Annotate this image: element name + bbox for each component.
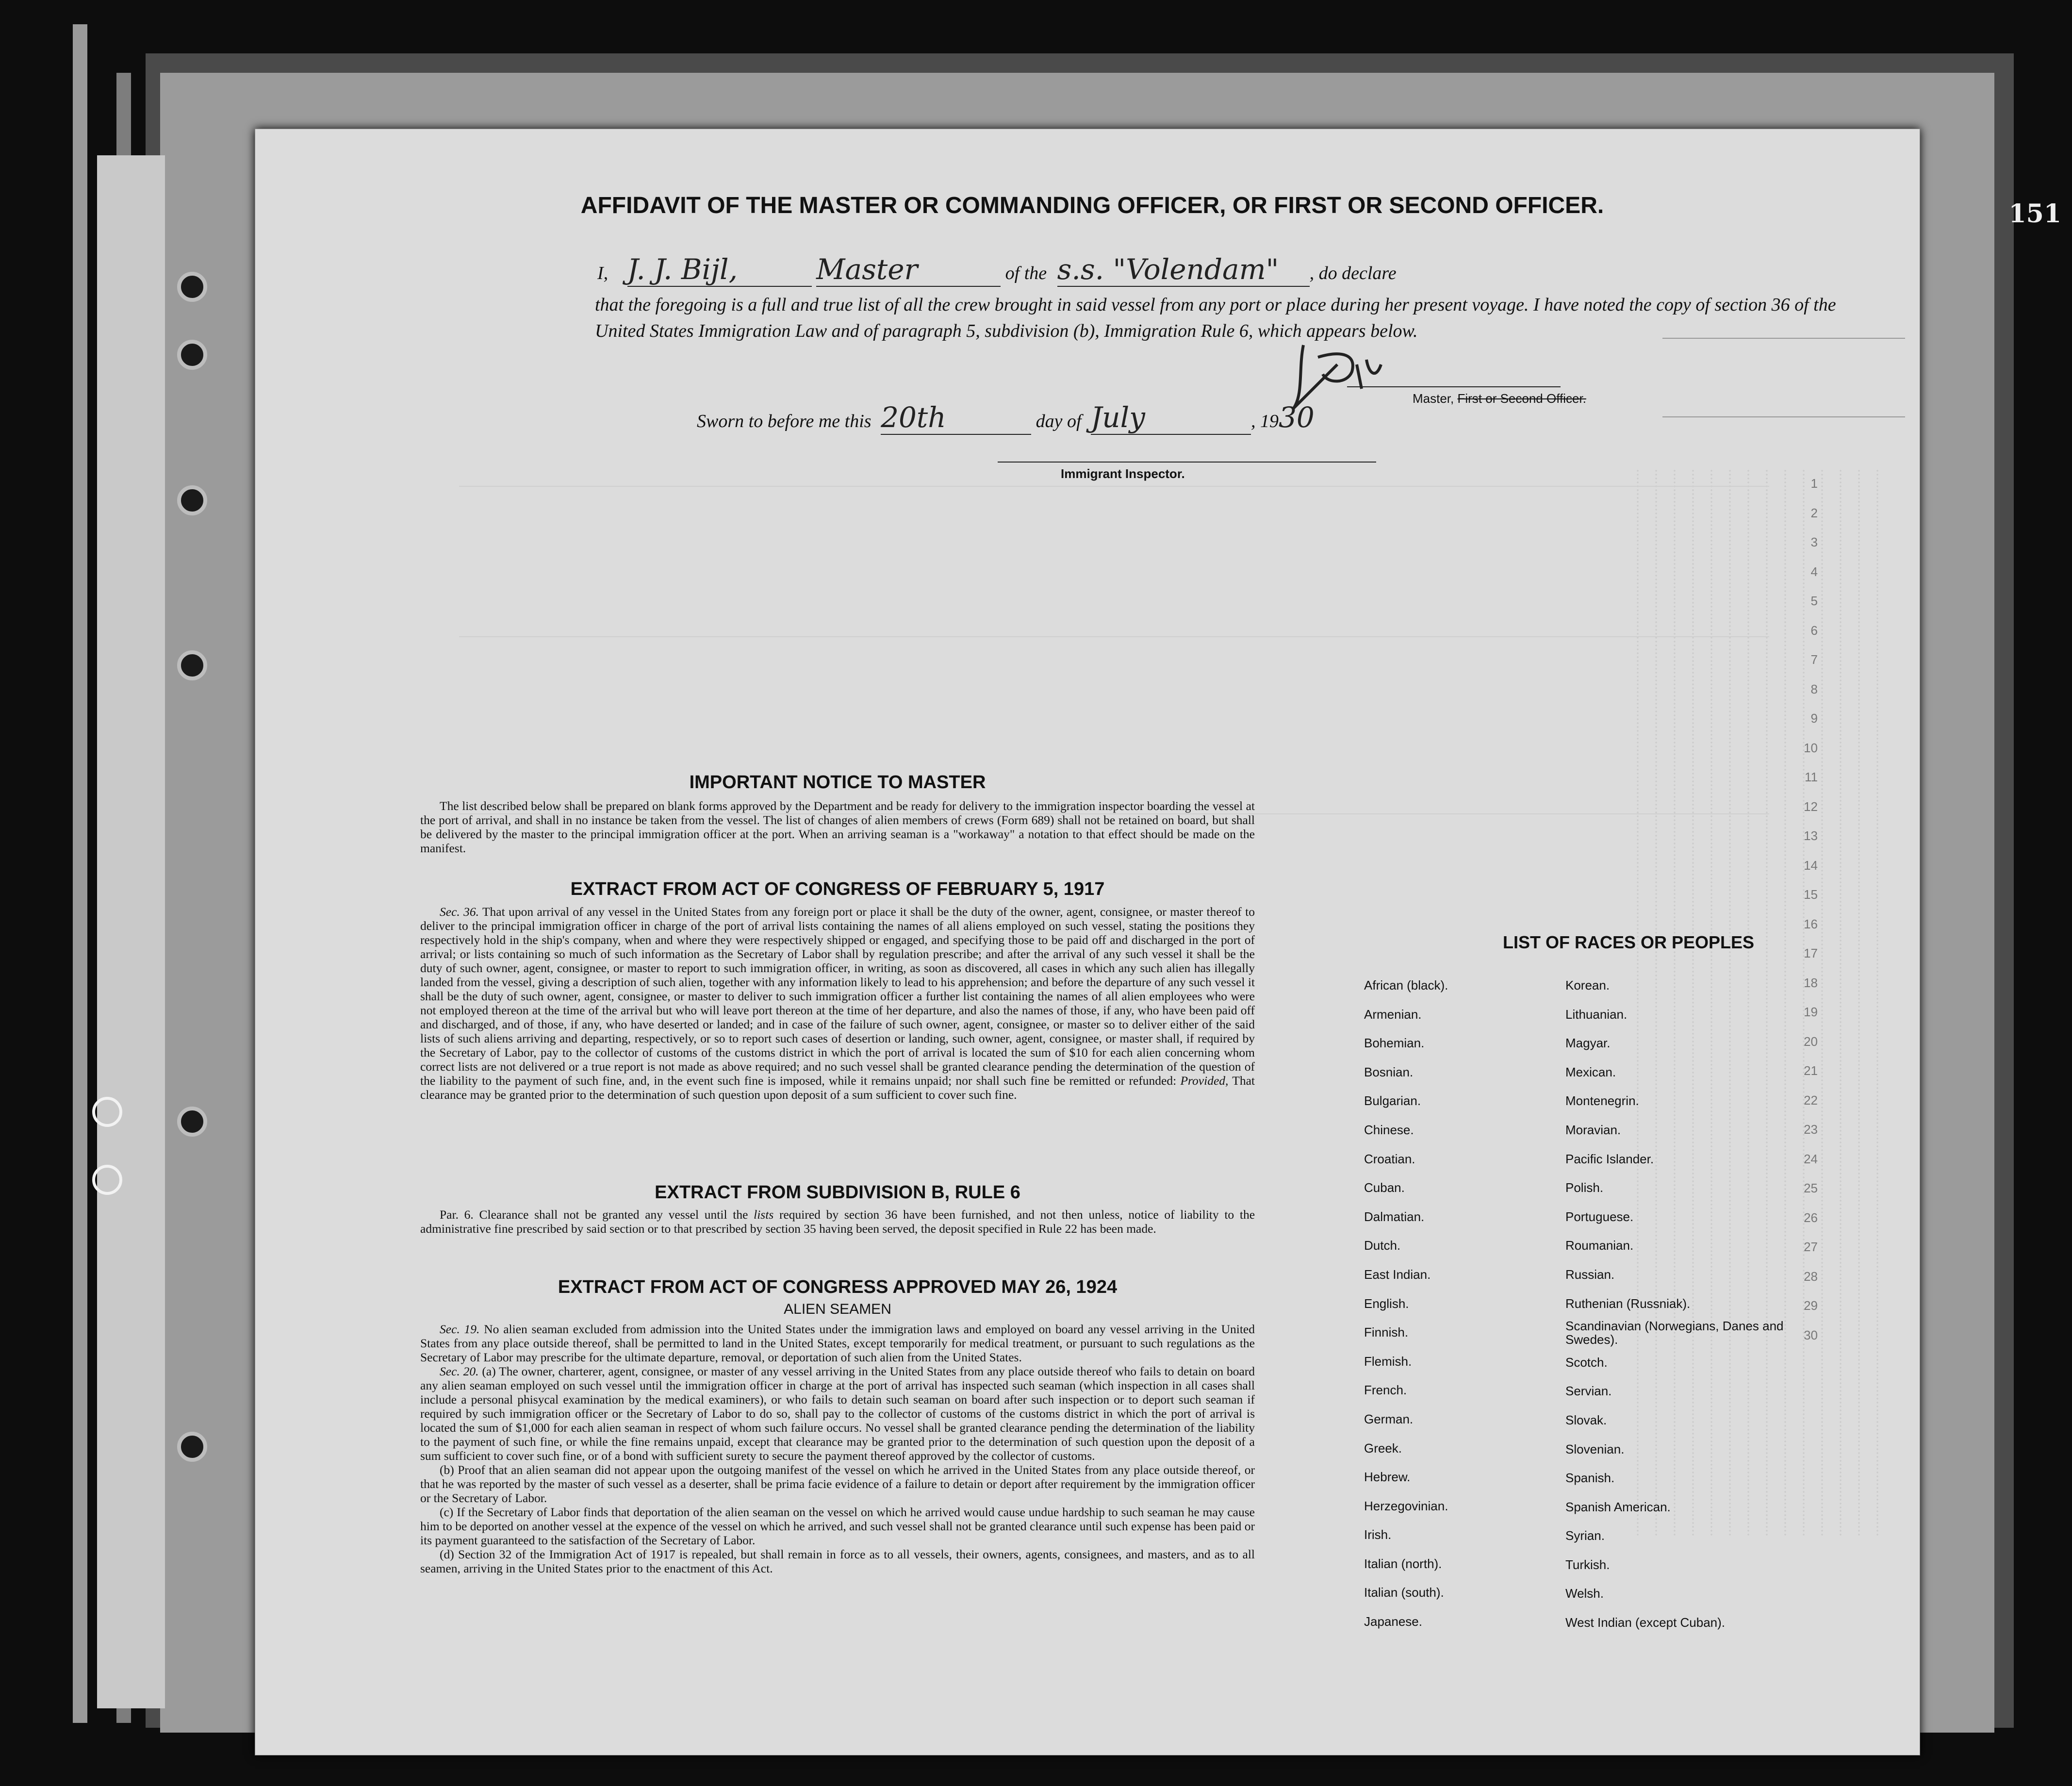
- manifest-row-number: 18: [1804, 975, 1818, 990]
- binder-ring: [92, 1165, 122, 1195]
- race-item: Portuguese.: [1565, 1209, 1634, 1224]
- extract-rule6-title: EXTRACT FROM SUBDIVISION B, RULE 6: [655, 1182, 1020, 1203]
- manifest-row-number: 9: [1810, 711, 1818, 726]
- manifest-row-number: 20: [1804, 1034, 1818, 1049]
- binder-page-edge: [97, 155, 165, 1708]
- race-item: Servian.: [1565, 1384, 1612, 1399]
- races-list-right: [1565, 971, 1793, 1637]
- manifest-row-number: 23: [1804, 1122, 1818, 1137]
- race-item: Syrian.: [1565, 1528, 1605, 1543]
- struck-officer-label: First or Second Officer.: [1457, 391, 1586, 406]
- race-item: Armenian.: [1364, 1007, 1422, 1022]
- sworn-line: [697, 401, 1315, 435]
- race-item: Dalmatian.: [1364, 1209, 1425, 1224]
- manifest-row-number: 7: [1810, 652, 1818, 667]
- race-item: Russian.: [1565, 1267, 1615, 1282]
- race-item: Moravian.: [1565, 1122, 1621, 1137]
- binder-hole: [177, 650, 207, 680]
- manifest-row-number: 24: [1804, 1151, 1818, 1166]
- sworn-year-handwritten: 30: [1279, 401, 1315, 434]
- notice-title: IMPORTANT NOTICE TO MASTER: [689, 772, 986, 793]
- binder-hole: [177, 1432, 207, 1462]
- race-item: Bosnian.: [1364, 1064, 1414, 1079]
- rule6-text-italic: lists: [754, 1207, 774, 1222]
- extract-1917-title: EXTRACT FROM ACT OF CONGRESS OF FEBRUARY 5, 1917: [570, 879, 1105, 899]
- manifest-row-number: 21: [1804, 1063, 1818, 1078]
- manifest-row-number: 3: [1810, 535, 1818, 549]
- proviso-text: That clearance may be granted prior to the determination of such question upon deposit of a sum sufficient to cover such fine.: [420, 1074, 1255, 1102]
- binder-ring: [92, 1097, 122, 1127]
- race-item: French.: [1364, 1383, 1407, 1398]
- race-item: Montenegrin.: [1565, 1093, 1639, 1108]
- alien-seamen-subtitle: ALIEN SEAMEN: [784, 1301, 891, 1317]
- section-36-label: Sec. 36.: [440, 905, 479, 919]
- race-item: English.: [1364, 1296, 1409, 1311]
- manifest-row-number: 2: [1810, 505, 1818, 520]
- manifest-row-number: 10: [1804, 740, 1818, 755]
- affidavit-i-prefix: I,: [597, 263, 608, 283]
- race-item: Herzegovinian.: [1364, 1498, 1448, 1513]
- section-20a-text: (a) The owner, charterer, agent, consignee, or master of any vessel arriving in the United States from any place outside thereof who fails to detain on board any alien seaman employed on such vessel until the immigration officer in charge at the port of arrival has inspected such seaman (which inspection in all cases shall include a personal phisycal examination by the medical examiners), or who fails to detain such seaman on board after such inspection or to deport such seaman if required by such immigration officer or the Secretary of Labor to do so, shall pay to the collector of customs of the customs district in which the port of arrival is located the sum of $1,000 for each alien seaman in respect of whom such failure occurs. No vessel shall be granted clearance pending the determination of the liability to the payment of such fine, or while the fine remains unpaid, except that clearance may be granted prior to the determination of such question upon the deposit of a sum sufficient to cover such fine, or of a bond with sufficient surety to secure the payment thereof approved by the collector of customs.: [420, 1364, 1255, 1463]
- master-signature: [1284, 335, 1430, 418]
- race-item: West Indian (except Cuban).: [1565, 1615, 1726, 1630]
- section-20c-paragraph: (c) If the Secretary of Labor finds that deportation of the alien seaman on the vessel on which he arrived would cause undue hardship to such seaman he may cause him to be deported on another vessel at the expence of the vessel on which he arrived, and such vessel shall not be granted clearance until such expense has been paid or its payment guaranteed to the satisfaction of the Secretary of Labor.: [420, 1505, 1255, 1547]
- rule6-text-after: required by section 36 have been furnished, and not then unless, notice of liability to the administrative fine prescribed by said section or to that prescribed by section 35 having been served, the deposit specified in Rule 22 has been made.: [420, 1207, 1255, 1236]
- manifest-row-number: 30: [1804, 1327, 1818, 1342]
- race-item: Chinese.: [1364, 1122, 1414, 1137]
- race-item: Polish.: [1565, 1180, 1604, 1195]
- manifest-row-number: 6: [1810, 623, 1818, 638]
- race-item: Dutch.: [1364, 1238, 1401, 1253]
- race-item: Spanish American.: [1565, 1499, 1671, 1514]
- master-title-label: [1413, 391, 1586, 406]
- manifest-row-number: 5: [1810, 594, 1818, 608]
- manifest-row-number: 25: [1804, 1181, 1818, 1195]
- race-item: Mexican.: [1565, 1064, 1616, 1079]
- manifest-row-number: 15: [1804, 887, 1818, 902]
- master-label: Master,: [1413, 391, 1454, 406]
- section-20b-paragraph: (b) Proof that an alien seaman did not appear upon the outgoing manifest of the vessel on which he arrived in the United States from any place outside thereof, or that he was reported by the master of such vessel as a deserter, shall be prima facie evidence of a failure to detain or deport after requirement by the immigration officer or the Secretary of Labor.: [420, 1463, 1255, 1505]
- affidavit-declaration-line: [597, 253, 1397, 287]
- manifest-row-number: 26: [1804, 1210, 1818, 1225]
- manifest-row-number: 28: [1804, 1269, 1818, 1284]
- races-list-title: LIST OF RACES OR PEOPLES: [1502, 932, 1755, 952]
- extract-1924-text: [420, 1322, 1255, 1575]
- signature-line: [1347, 386, 1561, 387]
- extract-1924-title: EXTRACT FROM ACT OF CONGRESS APPROVED MAY 26, 1924: [558, 1277, 1118, 1297]
- races-list-left: [1364, 971, 1548, 1637]
- section-20-label: Sec. 20.: [440, 1364, 479, 1378]
- race-item: Bohemian.: [1364, 1036, 1425, 1051]
- manifest-row-number: 11: [1805, 770, 1818, 784]
- race-item: Italian (south).: [1364, 1585, 1444, 1600]
- section-36-text: That upon arrival of any vessel in the United States from any foreign port or place it shall be the duty of the owner, agent, consignee, or master thereof to deliver to the principal immigration officer in charge of the port of arrival lists containing the names of all aliens employed on such vessel, stating the positions they respectively hold in the ship's company, when and where they were respectively shipped or engaged, and specifying those to be paid off and discharged in the port of arrival; or lists containing so much of such information as the Secretary of Labor shall by regulation prescribe; and after the arrival of any such vessel it shall be the duty of such owner, agent, consignee, or master to report to such immigration officer, in writing, as soon as discovered, all cases in which any such alien has illegally landed from the vessel, giving a description of such alien, together with any information likely to lead to his apprehension; and before the departure of any such vessel it shall be the duty of such owner, agent, consignee, or master to deliver to such immigration officer a further list containing the names of all alien employees who were not employed thereon at the time of the arrival but who will leave port thereon at the time of her departure, and also the names of those, if any, who have been paid off and discharged, and of those, if any, who have deserted or landed; and in case of the failure of such owner, agent, consignee, or master so to deliver either of the said lists of such aliens arriving and departing, respectively, or so to report such cases of desertion or landing, such owner, agent, consignee, or master shall, if required by the Secretary of Labor, pay to the collector of customs of the customs district in which the port of arrival is located the sum of $10 for each alien concerning whom correct lists are not delivered or a true report is not made as above required; and no such vessel shall be granted clearance pending the determination of the question of the liability to the payment of such fine, and, in the event such fine is imposed, while it remains unpaid; nor shall such fine be remitted or refunded:: [420, 905, 1255, 1088]
- proviso-label: Provided,: [1180, 1074, 1229, 1088]
- binder-hole: [177, 272, 207, 302]
- race-item: Irish.: [1364, 1527, 1392, 1542]
- rule6-paragraph: [420, 1207, 1255, 1236]
- notice-paragraph: The list described below shall be prepared on blank forms approved by the Department and be ready for delivery to the immigration inspector boarding the vessel at the port of arrival, and shall in no instance be taken from the vessel. The list of changes of alien members of crews (Form 689) shall not be retained on board, but shall be delivered by the master to the principal immigration officer at the port. When an arriving seaman is a "workaway" a notation to that effect should be made on the manifest.: [420, 799, 1255, 855]
- section-19-label: Sec. 19.: [440, 1322, 480, 1336]
- binder-hole: [177, 485, 207, 515]
- section-20a-paragraph: [420, 1364, 1255, 1463]
- notice-text: [420, 799, 1255, 855]
- vessel-name-handwritten: s.s. "Volendam": [1057, 253, 1310, 287]
- affidavit-of-the: of the: [1005, 263, 1047, 283]
- manifest-row-number: 12: [1804, 799, 1818, 814]
- race-item: Croatian.: [1364, 1151, 1415, 1166]
- manifest-column-headers: [1662, 338, 1905, 417]
- manifest-row-number: 13: [1804, 828, 1818, 843]
- extract-rule6-text: [420, 1207, 1255, 1236]
- race-item: Lithuanian.: [1565, 1007, 1628, 1022]
- manifest-row-number: 29: [1804, 1298, 1818, 1313]
- rule6-text-before: Par. 6. Clearance shall not be granted any vessel until the: [440, 1207, 748, 1222]
- extract-1917-text: [420, 905, 1255, 1102]
- affidavit-title: AFFIDAVIT OF THE MASTER OR COMMANDING OFFICER, OR FIRST OR SECOND OFFICER.: [580, 193, 1604, 218]
- manifest-row-number: 19: [1804, 1005, 1818, 1019]
- sworn-month-handwritten: July: [1091, 401, 1251, 435]
- master-name-handwritten: J. J. Bijl,: [627, 253, 812, 287]
- race-item: Slovenian.: [1565, 1441, 1625, 1456]
- sworn-day-of: day of: [1036, 411, 1082, 431]
- affidavit-body-text: that the foregoing is a full and true list of all the crew brought in said vessel from any port or place during her present voyage. I have noted the copy of section 36 of the United States Immigration Law and of paragraph 5, subdivision (b), Immigration Rule 6, which appears below.: [595, 295, 1836, 341]
- binder-hole: [177, 340, 207, 370]
- race-item: East Indian.: [1364, 1267, 1431, 1282]
- section-19-text: No alien seaman excluded from admission into the United States under the immigration laws and employed on board any vessel arriving in the United States from any place outside thereof, shall be permitted to land in the United States, except temporarily for medical treatment, or pursuant to such regulations as the Secretary of Labor may prescribe for the ultimate departure, removal, or deportation of such alien from the United States.: [420, 1322, 1255, 1364]
- manifest-row-number: 14: [1804, 858, 1818, 873]
- manifest-row-number: 16: [1804, 916, 1818, 931]
- immigrant-inspector-label: Immigrant Inspector.: [1061, 466, 1185, 481]
- race-item: Italian (north).: [1364, 1556, 1442, 1571]
- race-item: Spanish.: [1565, 1471, 1615, 1486]
- section-36-paragraph: [420, 905, 1255, 1102]
- race-item: Korean.: [1565, 978, 1610, 992]
- faded-manifest-row: [459, 636, 1769, 637]
- affidavit-do-declare: , do declare: [1309, 263, 1397, 283]
- section-20d-paragraph: (d) Section 32 of the Immigration Act of 1917 is repealed, but shall remain in force as to all vessels, their owners, agents, consignees, and masters, and as to all seamen, arriving in the United States prior to the enactment of this Act.: [420, 1547, 1255, 1575]
- race-item: Welsh.: [1565, 1586, 1604, 1601]
- sworn-year-prefix: , 19: [1251, 411, 1279, 431]
- manifest-row-number: 17: [1804, 946, 1818, 960]
- rank-handwritten: Master: [816, 253, 1001, 287]
- document-sheet: [255, 129, 1920, 1755]
- race-item: Hebrew.: [1364, 1470, 1411, 1485]
- race-item: Japanese.: [1364, 1614, 1422, 1629]
- sworn-prefix: Sworn to before me this: [697, 411, 872, 431]
- manifest-row-number: 27: [1804, 1240, 1818, 1254]
- affidavit-body: [595, 292, 1847, 344]
- manifest-row-number: 4: [1810, 564, 1818, 579]
- race-item: Roumanian.: [1565, 1238, 1634, 1253]
- binder-hole: [177, 1107, 207, 1137]
- race-item: Finnish.: [1364, 1325, 1409, 1340]
- race-item: Pacific Islander.: [1565, 1151, 1654, 1166]
- race-item: Flemish.: [1364, 1354, 1412, 1369]
- faded-manifest-row: [459, 486, 1769, 487]
- race-item: Greek.: [1364, 1440, 1402, 1455]
- race-item: Slovak.: [1565, 1412, 1607, 1427]
- race-item: Turkish.: [1565, 1557, 1610, 1572]
- section-19-paragraph: [420, 1322, 1255, 1364]
- race-item: Scotch.: [1565, 1355, 1608, 1370]
- race-item: Ruthenian (Russniak).: [1565, 1296, 1691, 1311]
- race-item: Bulgarian.: [1364, 1093, 1421, 1108]
- race-item: African (black).: [1364, 978, 1448, 992]
- race-item: Cuban.: [1364, 1180, 1405, 1195]
- manifest-row-number: 8: [1810, 681, 1818, 696]
- race-item: Scandinavian (Norwegians, Danes and Swedes).: [1565, 1319, 1784, 1347]
- binder-page-edge: [73, 24, 87, 1723]
- manifest-row-number: 22: [1804, 1092, 1818, 1108]
- inspector-signature-line: [998, 462, 1376, 463]
- sworn-day-handwritten: 20th: [881, 401, 1031, 435]
- page-number: 151: [2008, 199, 2061, 229]
- race-item: Magyar.: [1565, 1036, 1611, 1051]
- race-item: German.: [1364, 1411, 1414, 1426]
- manifest-row-number: 1: [1810, 476, 1818, 491]
